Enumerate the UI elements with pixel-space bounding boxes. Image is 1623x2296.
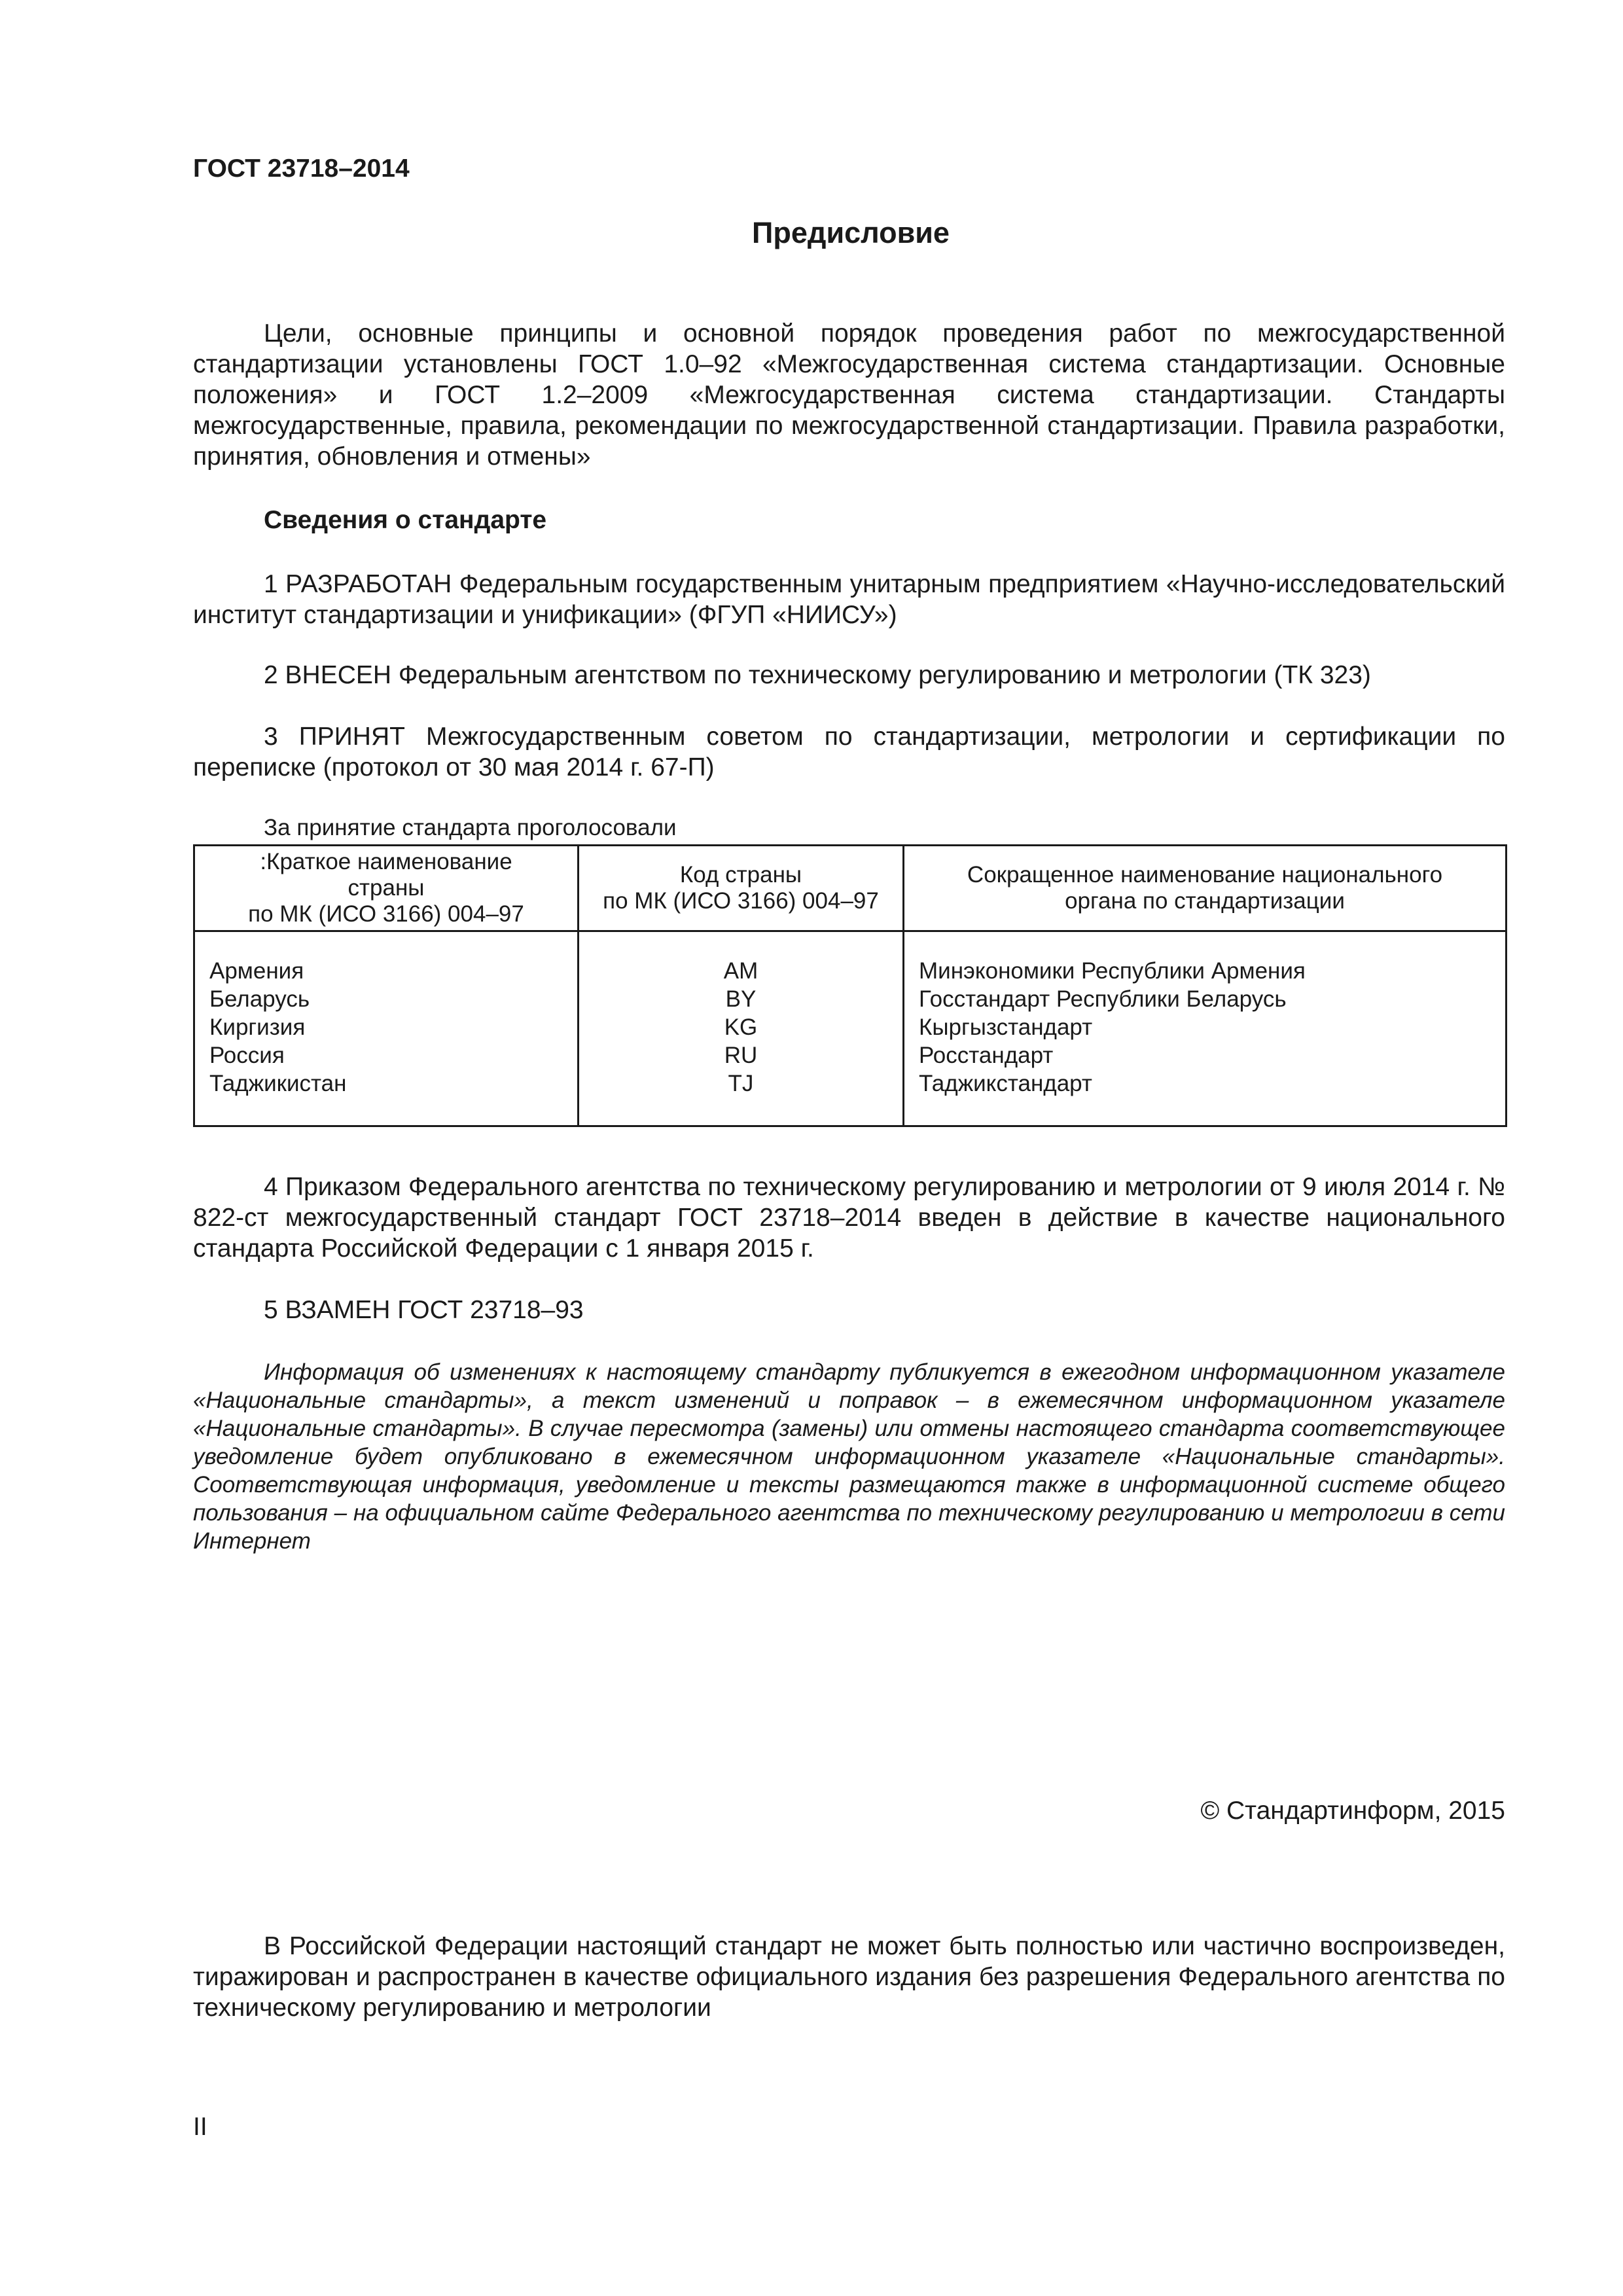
country-code: BY: [725, 986, 757, 1012]
country-name: Таджикистан: [209, 1071, 347, 1096]
intro-paragraph: Цели, основные принципы и основной порядок проведения работ по межгосударственной стандартизации установлены ГОСТ 1.0–92 «Межгосударственная система стандартизации. Основные положения» и ГОСТ 1.2–2009 «Межгосударственная система стандартизации. Стандарты межгосударственные, правила, рекомендации по межгосударственной стандартизации. Правила разработки, принятия, обновления и отмены»: [193, 319, 1505, 471]
legal-notice: В Российской Федерации настоящий стандарт не может быть полностью или частично воспроизведен, тиражирован и распространен в качестве официального издания без разрешения Федерального агентства по техническому регулированию и метрологии: [193, 1932, 1505, 2022]
header-country-name: [194, 846, 579, 931]
header-country-code-text: Код страны по МК (ИСО 3166) 004–97: [603, 862, 879, 914]
country-code: TJ: [728, 1071, 754, 1096]
item-replaces: 5 ВЗАМЕН ГОСТ 23718–93: [264, 1296, 584, 1324]
table-caption: За принятие стандарта проголосовали: [264, 815, 677, 840]
header-country-name-text: :Краткое наименование страны по МК (ИСО 3166) 004–97: [248, 849, 524, 927]
standards-body: Госстандарт Республики Беларусь: [919, 986, 1287, 1012]
voting-table: [193, 844, 1507, 1127]
copyright: © Стандартинформ, 2015: [1200, 1797, 1505, 1825]
country-names-cell: [194, 931, 579, 1126]
standards-body: Кыргызстандарт: [919, 1014, 1093, 1040]
standards-body: Росстандарт: [919, 1043, 1054, 1068]
standards-body: Минэкономики Республики Армения: [919, 958, 1306, 984]
country-code: RU: [724, 1043, 758, 1068]
item-enacted: 4 Приказом Федерального агентства по техническому регулированию и метрологии от 9 июля 2014 г. № 822-ст межгосударственный стандарт ГОСТ 23718–2014 введен в действие в качестве национального стандарта Российской Федерации с 1 января 2015 г.: [193, 1173, 1505, 1263]
standards-body: Таджикстандарт: [919, 1071, 1092, 1096]
standards-bodies-cell: [904, 931, 1507, 1126]
header-country-code: [579, 846, 904, 931]
country-codes-cell: [579, 931, 904, 1126]
country-code: KG: [724, 1014, 758, 1040]
item-introduced: 2 ВНЕСЕН Федеральным агентством по техническому регулированию и метрологии (ТК 323): [264, 661, 1371, 689]
page-number: II: [193, 2113, 207, 2141]
header-standards-body-text: Сокращенное наименование национального органа по стандартизации: [967, 862, 1443, 914]
header-standards-body: [904, 846, 1507, 931]
table-header-row: [194, 846, 1507, 931]
table-body-row: [194, 931, 1507, 1126]
item-adopted: 3 ПРИНЯТ Межгосударственным советом по стандартизации, метрологии и сертификации по переписке (протокол от 30 мая 2014 г. 67-П): [193, 723, 1505, 781]
document-code-header: ГОСТ 23718–2014: [193, 154, 410, 183]
page-title: Предисловие: [752, 216, 950, 249]
country-name: Армения: [209, 958, 304, 984]
country-name: Киргизия: [209, 1014, 306, 1040]
section-heading: Сведения о стандарте: [264, 506, 547, 534]
item-developed: 1 РАЗРАБОТАН Федеральным государственным унитарным предприятием «Научно-исследовательский институт стандартизации и унификации» (ФГУП «НИИСУ»): [193, 570, 1505, 629]
country-code: AM: [723, 958, 758, 984]
country-name: Беларусь: [209, 986, 310, 1012]
country-name: Россия: [209, 1043, 285, 1068]
information-note: Информация об изменениях к настоящему стандарту публикуется в ежегодном информационном указателе «Национальные стандарты», а текст изменений и поправок – в ежемесячном информационном указателе «Национальные стандарты». В случае пересмотра (замены) или отмены настоящего стандарта соответствующее уведомление будет опубликовано в ежемесячном информационном указателе «Национальные стандарты». Соответствующая информация, уведомление и тексты размещаются также в информационной системе общего пользования – на официальном сайте Федерального агентства по техническому регулированию и метрологии в сети Интернет: [193, 1359, 1505, 1554]
